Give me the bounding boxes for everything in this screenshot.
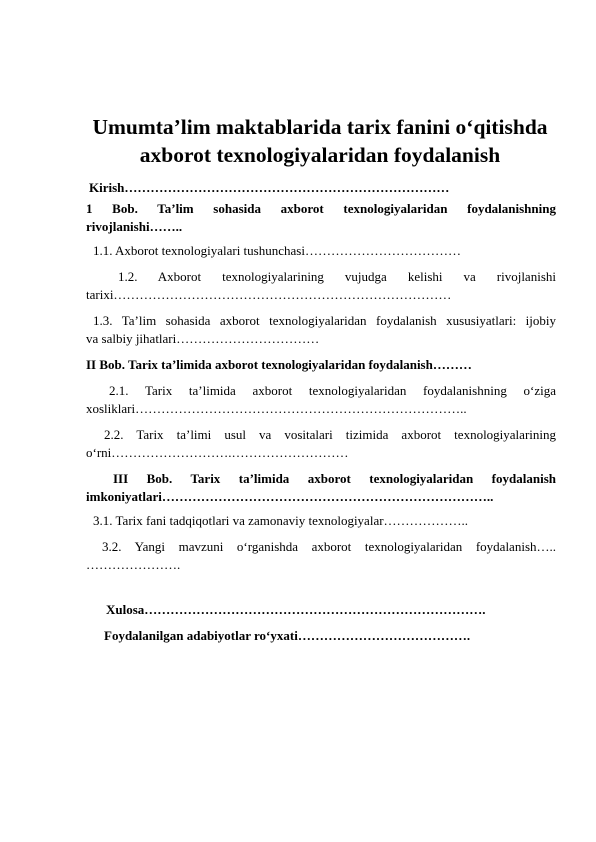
toc-section-2-2-line-1: 2.2. Tarix ta’limi usul va vositalari tizimida axborot texnologiyalarining	[104, 427, 556, 442]
toc-intro: Kirish…………………………………………………………………	[89, 180, 450, 195]
title-line-1: Umumta’lim maktablarida tarix fanini o‘qitishda	[92, 115, 548, 139]
title-line-2: axborot texnologiyalaridan foydalanish	[139, 143, 501, 167]
document-title	[80, 113, 560, 169]
toc-chapter-3-line-1: III Bob. Tarix ta’limida axborot texnologiyalaridan foydalanish	[113, 471, 556, 486]
toc-section-1-3-line-2: va salbiy jihatlari……………………………	[86, 331, 320, 346]
toc-section-1-3-line-1: 1.3. Ta’lim sohasida axborot texnologiyalaridan foydalanish xususiyatlari: ijobiy	[93, 313, 556, 328]
toc-section-2-2-line-2: o‘rni……………………….………………………	[86, 445, 349, 460]
toc-chapter-2: II Bob. Tarix ta’limida axborot texnologiyalaridan foydalanish………	[86, 357, 472, 372]
toc-chapter-3-line-2: imkoniyatlari…………………………………………………………………..	[86, 489, 494, 504]
toc-section-2-1-line-2: xosliklari…………………………………………………………………..	[86, 401, 467, 416]
toc-section-3-2-line-2: ………………….	[86, 557, 181, 572]
toc-section-1-1: 1.1. Axborot texnologiyalari tushunchasi………………………………	[93, 243, 461, 258]
toc-section-3-2-line-1: 3.2. Yangi mavzuni o‘rganishda axborot texnologiyalaridan foydalanish…..	[102, 539, 556, 554]
toc-section-1-2-line-2: tarixi……………………………………………………………………	[86, 287, 452, 302]
toc-section-1-2-line-1: 1.2. Axborot texnologiyalarining vujudga kelishi va rivojlanishi	[118, 269, 556, 284]
toc-chapter-1-line-2: rivojlanishi……..	[86, 219, 183, 234]
toc-references: Foydalanilgan adabiyotlar ro‘yxati………………………………….	[104, 628, 471, 643]
toc-chapter-1-line-1: 1 Bob. Ta’lim sohasida axborot texnologiyalaridan foydalanishning	[86, 201, 556, 216]
toc-section-3-1: 3.1. Tarix fani tadqiqotlari va zamonaviy texnologiyalar………………..	[93, 513, 469, 528]
toc-section-2-1-line-1: 2.1. Tarix ta’limida axborot texnologiyalaridan foydalanishning o‘ziga	[109, 383, 556, 398]
toc-conclusion: Xulosa…………………………………………………………………….	[106, 602, 486, 617]
